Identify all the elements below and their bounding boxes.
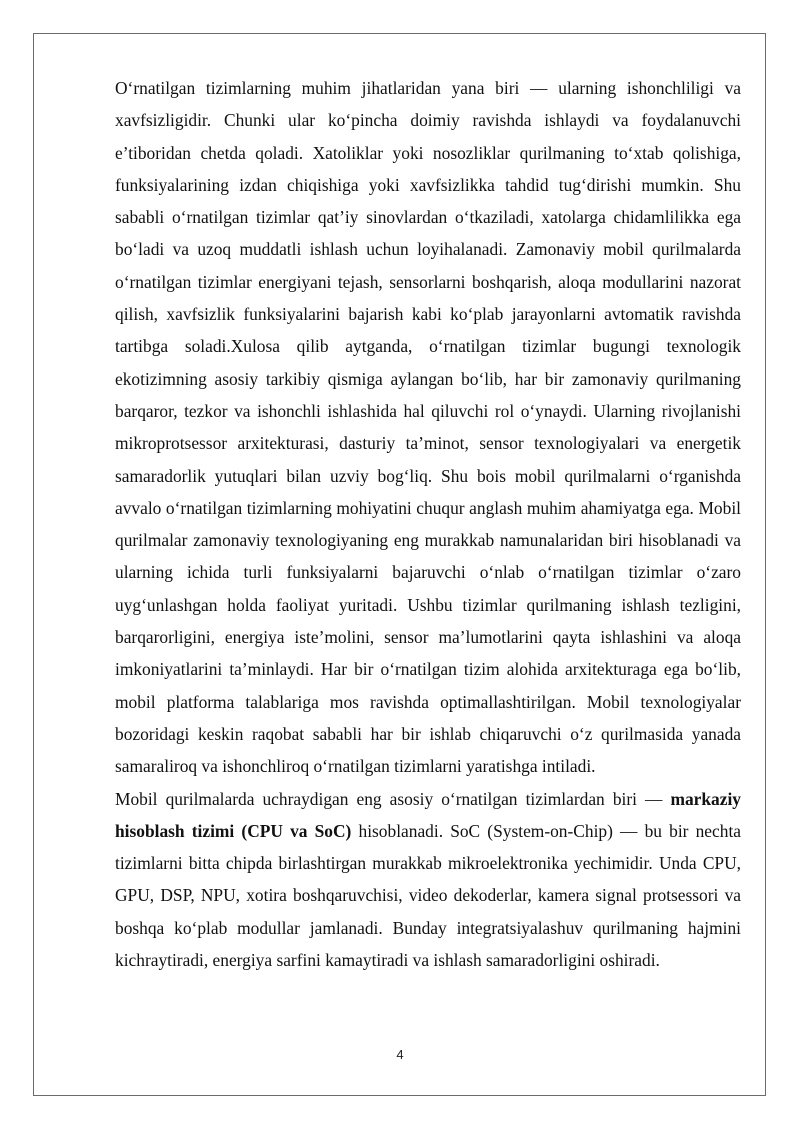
document-body — [115, 72, 741, 976]
paragraph-2-rest: hisoblanadi. SoC (System-on-Chip) — bu bir nechta tizimlarni bitta chipda birlashtirgan murakkab mikroelektronika yechimidir. Unda CPU, GPU, DSP, NPU, xotira boshqaruvchisi, video dekoderlar, kamera signal protsessori va boshqa ko‘plab modullar jamlanadi. Bunday integratsiyalashuv qurilmaning hajmini kichraytiradi, energiya sarfini kamaytiradi va ishlash samaradorligini oshiradi. — [115, 820, 741, 971]
paragraph-2-intro: Mobil qurilmalarda uchraydigan eng asosiy o‘rnatilgan tizimlardan biri — — [115, 788, 671, 809]
page-number: 4 — [396, 1047, 404, 1062]
paragraph-1: O‘rnatilgan tizimlarning muhim jihatlaridan yana biri — ularning ishonchliligi va xavfsizligidir. Chunki ular ko‘pincha doimiy ravishda ishlaydi va foydalanuvchi e’tiboridan chetda qoladi. Xatoliklar yoki nosozliklar qurilmaning to‘xtab qolishiga, funksiyalarining izdan chiqishiga yoki xavfsizlikka tahdid tug‘dirishi mumkin. Shu sababli o‘rnatilgan tizimlar qat’iy sinovlardan o‘tkaziladi, xatolarga chidamlilikka ega bo‘ladi va uzoq muddatli ishlash uchun loyihalanadi. Zamonaviy mobil qurilmalarda o‘rnatilgan tizimlar energiyani tejash, sensorlarni boshqarish, aloqa modullarini nazorat qilish, xavfsizlik funksiyalarini bajarish kabi ko‘plab jarayonlarni avtomatik ravishda tartibga soladi.Xulosa qilib aytganda, o‘rnatilgan tizimlar bugungi texnologik ekotizimning asosiy tarkibiy qismiga aylangan bo‘lib, har bir zamonaviy qurilmaning barqaror, tezkor va ishonchli ishlashida hal qiluvchi rol o‘ynaydi. Ularning rivojlanishi mikroprotsessor arxitekturasi, dasturiy ta’minot, sensor texnologiyalari va energetik samaradorlik yutuqlari bilan uzviy bog‘liq. Shu bois mobil qurilmalarni o‘rganishda avvalo o‘rnatilgan tizimlarning mohiyatini chuqur anglash muhim ahamiyatga ega. Mobil qurilmalar zamonaviy texnologiyaning eng murakkab namunalaridan biri hisoblanadi va ularning ichida turli funksiyalarni bajaruvchi o‘nlab o‘rnatilgan tizimlar o‘zaro uyg‘unlashgan holda faoliyat yuritadi. Ushbu tizimlar qurilmaning ishlash tezligini, barqarorligini, energiya iste’molini, sensor ma’lumotlarini qayta ishlashini va aloqa imkoniyatlarini ta’minlaydi. Har bir o‘rnatilgan tizim alohida arxitekturaga ega bo‘lib, mobil platforma talablariga mos ravishda optimallashtirilgan. Mobil texnologiyalar bozoridagi keskin raqobat sababli har bir ishlab chiqaruvchi o‘z qurilmasida yanada samaraliroq va ishonchliroq o‘rnatilgan tizimlarni yaratishga intiladi. — [115, 78, 741, 777]
paragraph-2-bold-term: markaziy hisoblash tizimi (CPU va SoC) — [115, 788, 741, 841]
paragraph-2 — [115, 783, 741, 977]
